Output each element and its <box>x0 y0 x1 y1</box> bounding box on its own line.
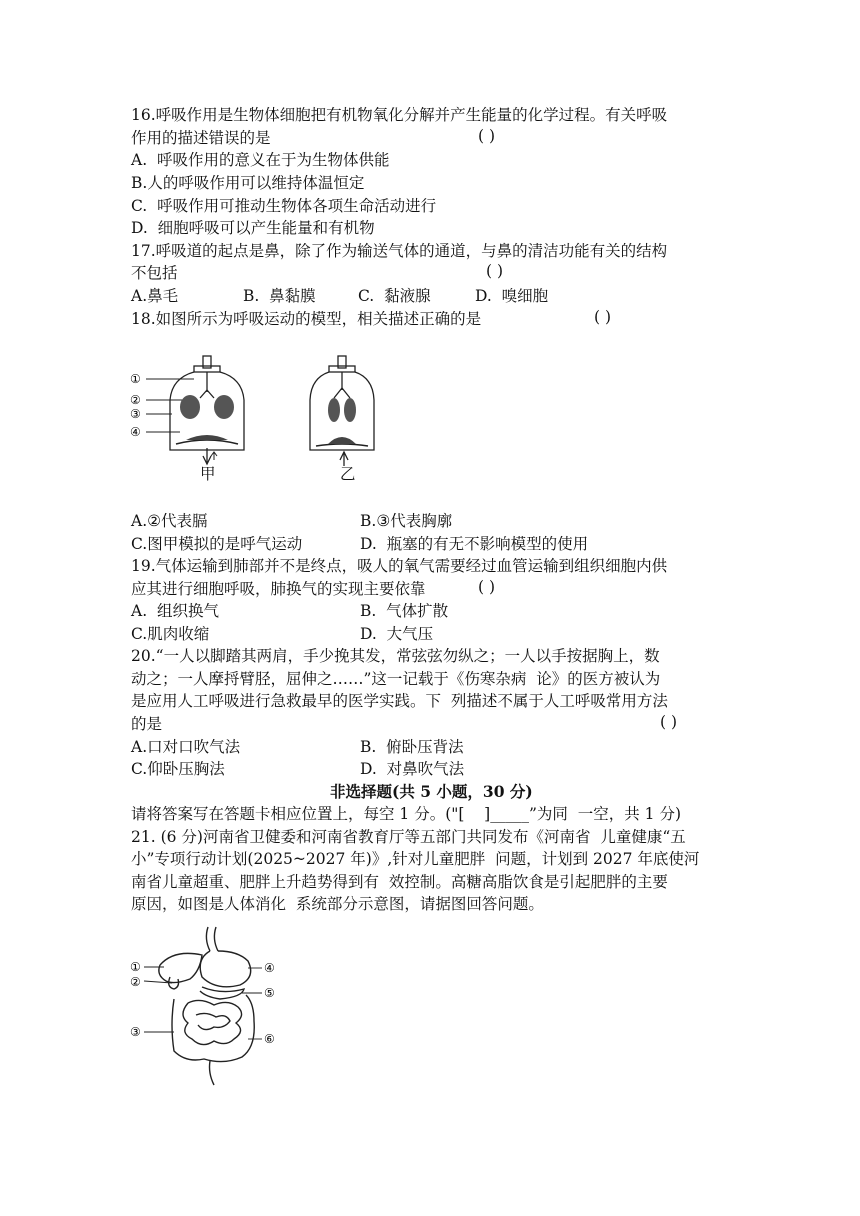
label-2: ② <box>130 393 141 407</box>
digest-label-4: ④ <box>264 961 275 975</box>
fig-caption-yi: 乙 <box>340 465 356 483</box>
digest-label-2: ② <box>130 975 141 989</box>
q21-stem-line3: 南省儿童超重、肥胖上升趋势得到有 效控制。高糖高脂饮食是引起肥胖的主要 <box>131 873 668 891</box>
q18-stem: 18.如图所示为呼吸运动的模型，相关描述正确的是 <box>131 310 482 328</box>
fig-caption-jia: 甲 <box>200 465 216 483</box>
section-title: 非选择题(共 5 小题，30 分) <box>330 782 533 801</box>
digest-label-5: ⑤ <box>264 986 275 1000</box>
q18-answer-bracket: ( ) <box>594 308 612 326</box>
q19-option-c: C.肌肉收缩 <box>131 625 210 643</box>
q20-option-c: C.仰卧压胸法 <box>131 760 225 778</box>
q18-option-a: A.②代表膈 <box>131 512 208 530</box>
diaphragm-right <box>328 437 356 444</box>
lung-left-l <box>180 395 200 419</box>
bell-jar-right <box>310 356 374 466</box>
q20-option-d: D. 对鼻吹气法 <box>360 760 465 778</box>
q21-stem-line4: 原因，如图是人体消化 系统部分示意图，请据图回答问题。 <box>131 895 544 913</box>
q19-stem-line1: 19.气体运输到肺部并不是终点，吸人的氧气需要经过血管运输到组织细胞内供 <box>131 557 668 575</box>
q18-option-c: C.图甲模拟的是呼气运动 <box>131 535 303 553</box>
q18-option-d: D. 瓶塞的有无不影响模型的使用 <box>360 535 589 553</box>
section-note: 请将答案写在答题卡相应位置上，每空 1 分。("[ ]_____”为同 一空，共 1 分) <box>131 805 681 823</box>
q19-answer-bracket: ( ) <box>478 578 496 596</box>
q17-stem-line1: 17.呼吸道的起点是鼻，除了作为输送气体的通道，与鼻的清洁功能有关的结构 <box>131 242 668 260</box>
q20-stem-line4: 的是 <box>131 715 163 733</box>
q20-stem-line3: 是应用人工呼吸进行急救最早的医学实践。下 列描述不属于人工呼吸常用方法 <box>131 692 668 710</box>
label-1: ① <box>130 372 141 386</box>
q17-option-a: A.鼻毛 <box>131 287 179 305</box>
q20-option-b: B. 俯卧压背法 <box>360 738 464 756</box>
lung-right-r <box>344 398 356 422</box>
q19-option-d: D. 大气压 <box>360 625 434 643</box>
q19-stem-line2: 应其进行细胞呼吸，肺换气的实现主要依靠 <box>131 580 426 598</box>
q16-stem-line2: 作用的描述错误的是 <box>131 129 271 147</box>
label-4: ④ <box>130 425 141 439</box>
q20-option-a: A.口对口吹气法 <box>131 738 241 756</box>
q21-stem-line2: 小”专项行动计划(2025~2027 年)》,针对儿童肥胖 问题，计划到 2027 年底使河 <box>131 850 700 868</box>
digest-label-6: ⑥ <box>264 1032 275 1046</box>
lung-right-l <box>328 398 340 422</box>
q18-option-b: B.③代表胸廓 <box>360 512 453 530</box>
q16-answer-bracket: ( ) <box>478 127 496 145</box>
q19-option-b: B. 气体扩散 <box>360 602 449 620</box>
q20-stem-line2: 动之；一人摩捋臂胫，屈伸之……”这一记载于《伤寒杂病 论》的医方被认为 <box>131 670 661 688</box>
q17-option-c: C. 黏液腺 <box>358 287 431 305</box>
digestive-system-figure <box>130 925 280 1087</box>
q16-option-c: C. 呼吸作用可推动生物体各项生命活动进行 <box>131 197 437 215</box>
lung-left-r <box>214 395 234 419</box>
label-3: ③ <box>130 407 141 421</box>
q20-stem-line1: 20.“一人以脚踏其两肩，手少挽其发，常弦弦勿纵之；一人以手按据胸上，数 <box>131 647 660 665</box>
digest-label-3: ③ <box>130 1025 141 1039</box>
q16-option-a: A. 呼吸作用的意义在于为生物体供能 <box>131 151 390 169</box>
q20-answer-bracket: ( ) <box>660 713 678 731</box>
q17-stem-line2: 不包括 <box>131 264 178 282</box>
q16-option-b: B.人的呼吸作用可以维持体温恒定 <box>131 174 365 192</box>
q19-option-a: A. 组织换气 <box>131 602 219 620</box>
q17-option-d: D. 嗅细胞 <box>475 287 549 305</box>
q17-answer-bracket: ( ) <box>486 262 504 280</box>
q21-stem-line1: 21. (6 分)河南省卫健委和河南省教育厅等五部门共同发布《河南省 儿童健康“五 <box>131 828 686 846</box>
q16-option-d: D. 细胞呼吸可以产生能量和有机物 <box>131 219 375 237</box>
digest-label-1: ① <box>130 960 141 974</box>
diaphragm-left <box>186 435 228 440</box>
q17-option-b: B. 鼻黏膜 <box>243 287 316 305</box>
q16-stem-line1: 16.呼吸作用是生物体细胞把有机物氧化分解并产生能量的化学过程。有关呼吸 <box>131 106 668 124</box>
